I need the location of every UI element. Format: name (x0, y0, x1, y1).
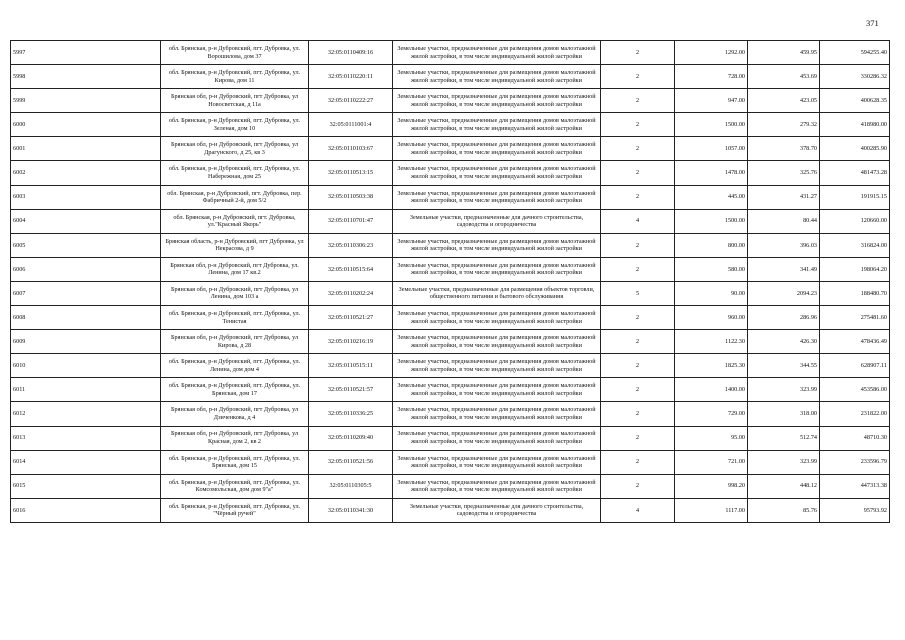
cadastral-cost-cell: 628907.11 (820, 354, 890, 378)
land-use-cell: Земельные участки, предназначенные для размещения домов малоэтажной жилой застройки, в том числе индивидуальной жилой застройки (393, 65, 601, 89)
address-cell: обл. Брянская, р-н Дубровский, пгт. Дубровка, ул. "Чёрный ручей" (161, 498, 309, 522)
page-number: 371 (866, 18, 879, 28)
table-row (11, 209, 890, 233)
address-cell: обл. Брянская, р-н Дубровский, пгт. Дубровка, ул. Брянская, дом 15 (161, 450, 309, 474)
area-cell: 998.20 (675, 474, 748, 498)
cadastral-cost-cell: 191915.15 (820, 185, 890, 209)
table-row (11, 474, 890, 498)
specific-value-cell: 378.70 (748, 137, 820, 161)
cadastral-cost-cell: 400285.90 (820, 137, 890, 161)
row-number-cell: 6001 (11, 137, 161, 161)
cadastral-number-cell: 32:05:0110220:11 (309, 65, 393, 89)
use-group-cell: 2 (601, 161, 675, 185)
use-group-cell: 2 (601, 306, 675, 330)
cadastral-cost-cell: 188480.70 (820, 281, 890, 305)
cadastral-number-cell: 32:05:0110513:15 (309, 161, 393, 185)
area-cell: 445.00 (675, 185, 748, 209)
row-number-cell: 6014 (11, 450, 161, 474)
table-row (11, 306, 890, 330)
row-number-cell: 6015 (11, 474, 161, 498)
cadastral-number-cell: 32:05:0110521:57 (309, 378, 393, 402)
use-group-cell: 2 (601, 137, 675, 161)
cadastral-number-cell: 32:05:0110336:25 (309, 402, 393, 426)
land-use-cell: Земельные участки, предназначенные для размещения домов малоэтажной жилой застройки, в том числе индивидуальной жилой застройки (393, 257, 601, 281)
use-group-cell: 4 (601, 498, 675, 522)
row-number-cell: 6012 (11, 402, 161, 426)
table-row (11, 65, 890, 89)
address-cell: Брянская обл, р-н Дубровский, пгт Дубровка, ул Новосветская, д 11а (161, 89, 309, 113)
land-use-cell: Земельные участки, предназначенные для размещения домов малоэтажной жилой застройки, в том числе индивидуальной жилой застройки (393, 137, 601, 161)
table-row (11, 41, 890, 65)
cadastral-number-cell: 32:05:0110341:30 (309, 498, 393, 522)
table-row (11, 281, 890, 305)
row-number-cell: 6009 (11, 330, 161, 354)
land-use-cell: Земельные участки, предназначенные для размещения домов малоэтажной жилой застройки, в том числе индивидуальной жилой застройки (393, 474, 601, 498)
row-number-cell: 5997 (11, 41, 161, 65)
cadastral-cost-cell: 233596.79 (820, 450, 890, 474)
row-number-cell: 6010 (11, 354, 161, 378)
specific-value-cell: 512.74 (748, 426, 820, 450)
address-cell: обл. Брянская, р-н Дубровский, пгт. Дубровка, ул. Комсомольская, дом дом 9"а" (161, 474, 309, 498)
table-row (11, 354, 890, 378)
table-row (11, 137, 890, 161)
area-cell: 947.00 (675, 89, 748, 113)
cadastral-number-cell: 32:05:0110515:11 (309, 354, 393, 378)
cadastral-number-cell: 32:05:0110305:5 (309, 474, 393, 498)
land-use-cell: Земельные участки, предназначенные для размещения домов малоэтажной жилой застройки, в том числе индивидуальной жилой застройки (393, 450, 601, 474)
cadastral-number-cell: 32:05:0110503:38 (309, 185, 393, 209)
land-use-cell: Земельные участки, предназначенные для размещения домов малоэтажной жилой застройки, в том числе индивидуальной жилой застройки (393, 185, 601, 209)
table-row (11, 233, 890, 257)
use-group-cell: 2 (601, 378, 675, 402)
area-cell: 1400.00 (675, 378, 748, 402)
cadastral-cost-cell: 198064.20 (820, 257, 890, 281)
use-group-cell: 2 (601, 330, 675, 354)
address-cell: обл. Брянская, р-н Дубровский, пгт. Дубровка, ул. Зеленая, дом 10 (161, 113, 309, 137)
land-use-cell: Земельные участки, предназначенные для размещения объектов торговли, общественного питания и бытового обслуживания (393, 281, 601, 305)
specific-value-cell: 85.76 (748, 498, 820, 522)
address-cell: обл. Брянская, р-н Дубровский, пгт. Дубровка, ул. Тенистая (161, 306, 309, 330)
cadastral-cost-cell: 330286.32 (820, 65, 890, 89)
table-row (11, 450, 890, 474)
specific-value-cell: 323.99 (748, 378, 820, 402)
cadastral-cost-cell: 400628.35 (820, 89, 890, 113)
area-cell: 1478.00 (675, 161, 748, 185)
specific-value-cell: 323.99 (748, 450, 820, 474)
row-number-cell: 6011 (11, 378, 161, 402)
use-group-cell: 2 (601, 474, 675, 498)
land-use-cell: Земельные участки, предназначенные для дачного строительства, садоводства и огородничества (393, 498, 601, 522)
specific-value-cell: 80.44 (748, 209, 820, 233)
table-row (11, 330, 890, 354)
land-use-cell: Земельные участки, предназначенные для размещения домов малоэтажной жилой застройки, в том числе индивидуальной жилой застройки (393, 41, 601, 65)
use-group-cell: 2 (601, 354, 675, 378)
row-number-cell: 6013 (11, 426, 161, 450)
area-cell: 721.00 (675, 450, 748, 474)
cadastral-number-cell: 32:05:0110222:27 (309, 89, 393, 113)
specific-value-cell: 286.96 (748, 306, 820, 330)
row-number-cell: 6008 (11, 306, 161, 330)
area-cell: 960.00 (675, 306, 748, 330)
specific-value-cell: 423.05 (748, 89, 820, 113)
cadastral-number-cell: 32:05:0110515:64 (309, 257, 393, 281)
land-use-cell: Земельные участки, предназначенные для размещения домов малоэтажной жилой застройки, в том числе индивидуальной жилой застройки (393, 426, 601, 450)
area-cell: 1825.30 (675, 354, 748, 378)
area-cell: 728.00 (675, 65, 748, 89)
use-group-cell: 2 (601, 41, 675, 65)
use-group-cell: 2 (601, 65, 675, 89)
specific-value-cell: 344.55 (748, 354, 820, 378)
row-number-cell: 6003 (11, 185, 161, 209)
table-row (11, 426, 890, 450)
cadastral-cost-cell: 48710.30 (820, 426, 890, 450)
land-use-cell: Земельные участки, предназначенные для размещения домов малоэтажной жилой застройки, в том числе индивидуальной жилой застройки (393, 378, 601, 402)
area-cell: 580.00 (675, 257, 748, 281)
row-number-cell: 5999 (11, 89, 161, 113)
land-use-cell: Земельные участки, предназначенные для размещения домов малоэтажной жилой застройки, в том числе индивидуальной жилой застройки (393, 306, 601, 330)
area-cell: 1057.00 (675, 137, 748, 161)
cadastral-number-cell: 32:05:0111001:4 (309, 113, 393, 137)
cadastral-cost-cell: 481473.28 (820, 161, 890, 185)
cadastral-number-cell: 32:05:0110409:16 (309, 41, 393, 65)
cadastral-number-cell: 32:05:0110202:24 (309, 281, 393, 305)
land-use-cell: Земельные участки, предназначенные для дачного строительства, садоводства и огородничества (393, 209, 601, 233)
specific-value-cell: 318.00 (748, 402, 820, 426)
area-cell: 1500.00 (675, 209, 748, 233)
land-use-cell: Земельные участки, предназначенные для размещения домов малоэтажной жилой застройки, в том числе индивидуальной жилой застройки (393, 113, 601, 137)
specific-value-cell: 341.49 (748, 257, 820, 281)
use-group-cell: 4 (601, 209, 675, 233)
cadastral-number-cell: 32:05:0110103:67 (309, 137, 393, 161)
use-group-cell: 2 (601, 402, 675, 426)
area-cell: 729.00 (675, 402, 748, 426)
cadastral-number-cell: 32:05:0110209:40 (309, 426, 393, 450)
cadastral-number-cell: 32:05:0110216:19 (309, 330, 393, 354)
address-cell: обл. Брянская, р-н Дубровский, пгт. Дубровка, ул. Брянская, дом 17 (161, 378, 309, 402)
use-group-cell: 2 (601, 257, 675, 281)
specific-value-cell: 426.30 (748, 330, 820, 354)
address-cell: обл. Брянская, р-н Дубровский, пгт. Дубровка, ул."Красный Якорь" (161, 209, 309, 233)
specific-value-cell: 431.27 (748, 185, 820, 209)
land-use-cell: Земельные участки, предназначенные для размещения домов малоэтажной жилой застройки, в том числе индивидуальной жилой застройки (393, 402, 601, 426)
use-group-cell: 2 (601, 113, 675, 137)
row-number-cell: 6006 (11, 257, 161, 281)
row-number-cell: 5998 (11, 65, 161, 89)
area-cell: 95.00 (675, 426, 748, 450)
area-cell: 800.00 (675, 233, 748, 257)
row-number-cell: 6007 (11, 281, 161, 305)
row-number-cell: 6016 (11, 498, 161, 522)
specific-value-cell: 325.76 (748, 161, 820, 185)
table-row (11, 161, 890, 185)
cadastral-cost-cell: 95793.92 (820, 498, 890, 522)
table-row (11, 378, 890, 402)
address-cell: обл. Брянская, р-н Дубровский, пгт. Дубровка, ул. Ленина, дом дом 4 (161, 354, 309, 378)
specific-value-cell: 396.03 (748, 233, 820, 257)
cadastral-number-cell: 32:05:0110521:56 (309, 450, 393, 474)
use-group-cell: 2 (601, 450, 675, 474)
cadastral-cost-cell: 120660.00 (820, 209, 890, 233)
land-use-cell: Земельные участки, предназначенные для размещения домов малоэтажной жилой застройки, в том числе индивидуальной жилой застройки (393, 89, 601, 113)
address-cell: Брянская обл, р-н Дубровский, пгт Дубровка, ул Драгунского, д 25, кв 3 (161, 137, 309, 161)
land-use-cell: Земельные участки, предназначенные для размещения домов малоэтажной жилой застройки, в том числе индивидуальной жилой застройки (393, 330, 601, 354)
address-cell: Брянская обл, р-н Дубровский, пгт Дубровка, ул. Ленина, дом 17 кв.2 (161, 257, 309, 281)
use-group-cell: 2 (601, 185, 675, 209)
address-cell: Брянская обл, р-н Дубровский, пгт Дубровка, ул Дзиченкова, д 4 (161, 402, 309, 426)
table-row (11, 185, 890, 209)
address-cell: обл. Брянская, р-н Дубровский, пгт. Дубровка, ул. Кирова, дом 11 (161, 65, 309, 89)
address-cell: Брянская обл, р-н Дубровский, пгт Дубровка, ул Кирова, д 28 (161, 330, 309, 354)
specific-value-cell: 2094.23 (748, 281, 820, 305)
specific-value-cell: 448.12 (748, 474, 820, 498)
area-cell: 1500.00 (675, 113, 748, 137)
area-cell: 1292.00 (675, 41, 748, 65)
row-number-cell: 6004 (11, 209, 161, 233)
table-row (11, 402, 890, 426)
table-row (11, 113, 890, 137)
address-cell: Брянская область, р-н Дубровский, пгт Дубровка, ул Некрасова, д 9 (161, 233, 309, 257)
address-cell: Брянская обл, р-н Дубровский, пгт Дубровка, ул Красная, дом 2, кв 2 (161, 426, 309, 450)
cadastral-cost-cell: 275481.60 (820, 306, 890, 330)
cadastral-number-cell: 32:05:0110701:47 (309, 209, 393, 233)
specific-value-cell: 279.32 (748, 113, 820, 137)
land-use-cell: Земельные участки, предназначенные для размещения домов малоэтажной жилой застройки, в том числе индивидуальной жилой застройки (393, 161, 601, 185)
area-cell: 90.00 (675, 281, 748, 305)
address-cell: обл. Брянская, р-н Дубровский, пгт. Дубровка, ул. Набережная, дом 25 (161, 161, 309, 185)
table-row (11, 257, 890, 281)
cadastral-cost-cell: 316824.00 (820, 233, 890, 257)
address-cell: обл. Брянская, р-н Дубровский, пгт. Дубровка, ул. Ворошилова, дом 37 (161, 41, 309, 65)
cadastral-cost-cell: 418980.00 (820, 113, 890, 137)
use-group-cell: 5 (601, 281, 675, 305)
cadastral-cost-cell: 453586.00 (820, 378, 890, 402)
table-row (11, 498, 890, 522)
cadastral-value-table (10, 40, 890, 523)
use-group-cell: 2 (601, 426, 675, 450)
cadastral-cost-cell: 447313.38 (820, 474, 890, 498)
land-use-cell: Земельные участки, предназначенные для размещения домов малоэтажной жилой застройки, в том числе индивидуальной жилой застройки (393, 233, 601, 257)
cadastral-cost-cell: 231822.00 (820, 402, 890, 426)
row-number-cell: 6005 (11, 233, 161, 257)
area-cell: 1122.30 (675, 330, 748, 354)
specific-value-cell: 459.95 (748, 41, 820, 65)
specific-value-cell: 453.69 (748, 65, 820, 89)
land-use-cell: Земельные участки, предназначенные для размещения домов малоэтажной жилой застройки, в том числе индивидуальной жилой застройки (393, 354, 601, 378)
cadastral-cost-cell: 594255.40 (820, 41, 890, 65)
row-number-cell: 6002 (11, 161, 161, 185)
table-row (11, 89, 890, 113)
row-number-cell: 6000 (11, 113, 161, 137)
cadastral-cost-cell: 478436.49 (820, 330, 890, 354)
area-cell: 1117.00 (675, 498, 748, 522)
cadastral-number-cell: 32:05:0110521:27 (309, 306, 393, 330)
address-cell: Брянская обл, р-н Дубровский, пгт Дубровка, ул Ленина, дом 103 а (161, 281, 309, 305)
address-cell: обл. Брянская, р-н Дубровский, пгт. Дубровка, пер. Фабричный 2-й, дом 5/2 (161, 185, 309, 209)
use-group-cell: 2 (601, 233, 675, 257)
use-group-cell: 2 (601, 89, 675, 113)
cadastral-number-cell: 32:05:0110306:23 (309, 233, 393, 257)
